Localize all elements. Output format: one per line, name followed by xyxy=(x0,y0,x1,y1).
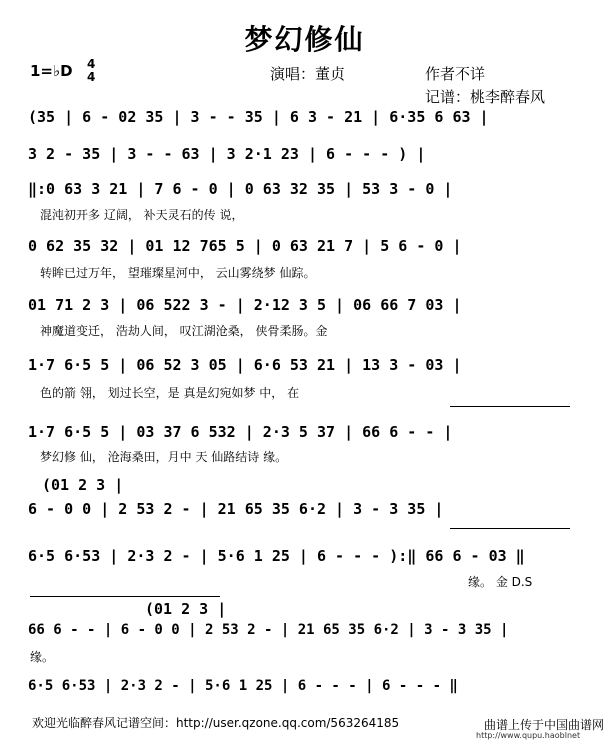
lyric-line: 神魔道变迁， 浩劫人间， 叹江湖沧桑， 侠骨柔肠。金 xyxy=(40,324,328,338)
footer-site-text: 曲谱上传于中国曲谱网 xyxy=(484,718,605,732)
score-row: 6·5 6·53 | 2·3 2 - | 5·6 1 25 | 6 - - - ):‖ 66 6 - 03 ‖ xyxy=(28,547,525,565)
score-row: 66 6 - - | 6 - 0 0 | 2 53 2 - | 21 65 35 6·2 | 3 - 3 35 | xyxy=(28,622,509,638)
time-signature xyxy=(87,58,95,84)
footer-link-text: 欢迎光临醉春风记谱空间：http://user.qzone.qq.com/563264185 xyxy=(32,716,400,730)
score-row: 6 - 0 0 | 2 53 2 - | 21 65 35 6·2 | 3 - 3 35 | xyxy=(28,500,444,518)
lyric-line: 转眸已过万年， 望璀璨星河中， 云山雾绕梦 仙踪。 xyxy=(40,266,316,280)
meter-top: 4 xyxy=(87,57,96,71)
singer-credit: 演唱：董贞 xyxy=(270,65,346,83)
lyric-line: 缘。 金 D.S xyxy=(468,575,533,589)
watermark-text: http://www.qupu.haoblnet xyxy=(476,731,581,740)
lyric-line: 混沌初开多 辽阔， 补天灵石的传 说， xyxy=(40,208,244,222)
score-title: 梦幻修仙 xyxy=(244,23,365,56)
score-row: (35 | 6 - 02 35 | 3 - - 35 | 6 3 - 21 | 6·35 6 63 | xyxy=(28,108,489,126)
score-row: 01 71 2 3 | 06 522 3 - | 2·12 3 5 | 06 66 7 03 | xyxy=(28,296,462,314)
score-row: 3 2 - 35 | 3 - - 63 | 3 2·1 23 | 6 - - - ) | xyxy=(28,145,426,163)
score-row: 1·7 6·5 5 | 06 52 3 05 | 6·6 53 21 | 13 3 - 03 | xyxy=(28,356,462,374)
score-row: ‖:0 63 3 21 | 7 6 - 0 | 0 63 32 35 | 53 3 - 0 | xyxy=(28,180,453,198)
lyric-line: 缘。 xyxy=(30,650,55,664)
meter-bottom: 4 xyxy=(87,70,96,84)
composer-credit: 作者不详 xyxy=(425,65,486,83)
volta-line xyxy=(450,406,570,407)
volta-line xyxy=(450,528,570,529)
key-signature: 1=♭D xyxy=(30,62,73,80)
notator-credit: 记谱：桃李醉春风 xyxy=(425,88,546,106)
lyric-line: 梦幻修 仙， 沧海桑田，月中 天 仙路结诗 缘。 xyxy=(40,450,288,464)
score-row: (01 2 3 | xyxy=(145,600,227,618)
lyric-line: 色的箭 翎， 划过长空，是 真是幻宛如梦 中， 在 xyxy=(40,386,300,400)
volta-line xyxy=(30,596,220,597)
score-row: (01 2 3 | xyxy=(42,476,124,494)
score-row: 0 62 35 32 | 01 12 765 5 | 0 63 21 7 | 5 6 - 0 | xyxy=(28,237,462,255)
score-row: 1·7 6·5 5 | 03 37 6 532 | 2·3 5 37 | 66 6 - - | xyxy=(28,423,453,441)
score-row: 6·5 6·53 | 2·3 2 - | 5·6 1 25 | 6 - - - | 6 - - - ‖ xyxy=(28,678,458,694)
